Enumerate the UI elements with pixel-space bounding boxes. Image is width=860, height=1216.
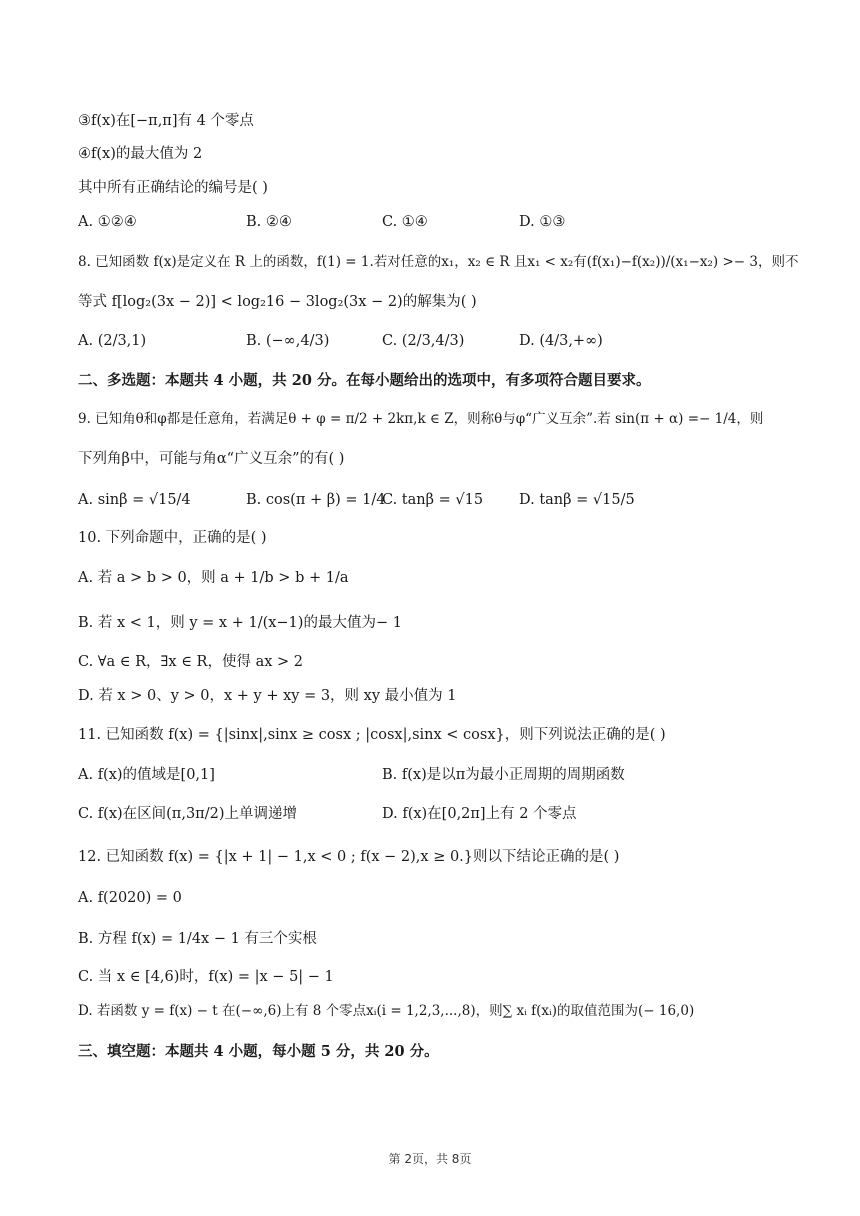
q8-stem-line1: 8. 已知函数 f(x)是定义在 R 上的函数，f(1) = 1.若对任意的x₁，x₂ ∈ R 且x₁ < x₂有(f(x₁)−f(x₂))/(x₁−x₂) >− 3，则不	[78, 254, 799, 270]
section-3-heading: 三、填空题：本题共 4 小题，每小题 5 分，共 20 分。	[78, 1043, 439, 1060]
q10-stem: 10. 下列命题中，正确的是( )	[78, 530, 267, 546]
q12-option-d: D. 若函数 y = f(x) − t 在(−∞,6)上有 8 个零点xᵢ(i = 1,2,3,...,8)，则∑ xᵢ f(xᵢ)的取值范围为(− 16,0)	[78, 1003, 695, 1019]
q9-option-b: B. cos(π + β) = 1/4	[246, 492, 386, 508]
q8-option-a: A. (2/3,1)	[78, 333, 147, 349]
q11-stem: 11. 已知函数 f(x) = {|sinx|,sinx ≥ cosx ; |cosx|,sinx < cosx}，则下列说法正确的是( )	[78, 727, 666, 743]
q8-option-d: D. (4/3,+∞)	[519, 333, 603, 349]
q10-option-b: B. 若 x < 1，则 y = x + 1/(x−1)的最大值为− 1	[78, 615, 402, 631]
q10-option-c: C. ∀a ∈ R，∃x ∈ R，使得 ax > 2	[78, 654, 303, 670]
q12-option-b: B. 方程 f(x) = 1/4x − 1 有三个实根	[78, 931, 317, 947]
q7-statement-4: ④f(x)的最大值为 2	[78, 146, 203, 162]
q11-option-b: B. f(x)是以π为最小正周期的周期函数	[382, 767, 625, 783]
section-2-heading: 二、多选题：本题共 4 小题，共 20 分。在每小题给出的选项中，有多项符合题目要求。	[78, 372, 651, 389]
q8-option-b: B. (−∞,4/3)	[246, 333, 330, 349]
q12-stem: 12. 已知函数 f(x) = {|x + 1| − 1,x < 0 ; f(x − 2),x ≥ 0.}则以下结论正确的是( )	[78, 849, 620, 865]
q12-option-a: A. f(2020) = 0	[78, 890, 182, 906]
q9-option-a: A. sinβ = √15/4	[78, 492, 191, 508]
q12-option-c: C. 当 x ∈ [4,6)时，f(x) = |x − 5| − 1	[78, 969, 334, 985]
q7-option-a: A. ①②④	[78, 214, 137, 230]
q9-stem-line1: 9. 已知角θ和φ都是任意角，若满足θ + φ = π/2 + 2kπ,k ∈ Z，则称θ与φ“广义互余”.若 sin(π + α) =− 1/4，则	[78, 411, 764, 427]
q9-option-c: C. tanβ = √15	[382, 492, 484, 508]
q10-option-d: D. 若 x > 0、y > 0，x + y + xy = 3，则 xy 最小值为 1	[78, 688, 457, 704]
q11-option-c: C. f(x)在区间(π,3π/2)上单调递增	[78, 806, 297, 822]
q7-prompt: 其中所有正确结论的编号是( )	[78, 180, 268, 196]
q7-option-c: C. ①④	[382, 214, 428, 230]
q7-option-d: D. ①③	[519, 214, 566, 230]
q8-option-c: C. (2/3,4/3)	[382, 333, 465, 349]
q10-option-a: A. 若 a > b > 0，则 a + 1/b > b + 1/a	[78, 570, 349, 586]
q11-option-d: D. f(x)在[0,2π]上有 2 个零点	[382, 806, 577, 822]
page-footer: 第 2页，共 8页	[388, 1152, 472, 1166]
q11-option-a: A. f(x)的值域是[0,1]	[78, 767, 215, 783]
q9-stem-line2: 下列角β中，可能与角α“广义互余”的有( )	[78, 451, 345, 467]
q9-option-d: D. tanβ = √15/5	[519, 492, 635, 508]
q7-statement-3: ③f(x)在[−π,π]有 4 个零点	[78, 113, 254, 129]
q8-stem-line2: 等式 f[log₂(3x − 2)] < log₂16 − 3log₂(3x − 2)的解集为( )	[78, 294, 477, 310]
q7-option-b: B. ②④	[246, 214, 292, 230]
